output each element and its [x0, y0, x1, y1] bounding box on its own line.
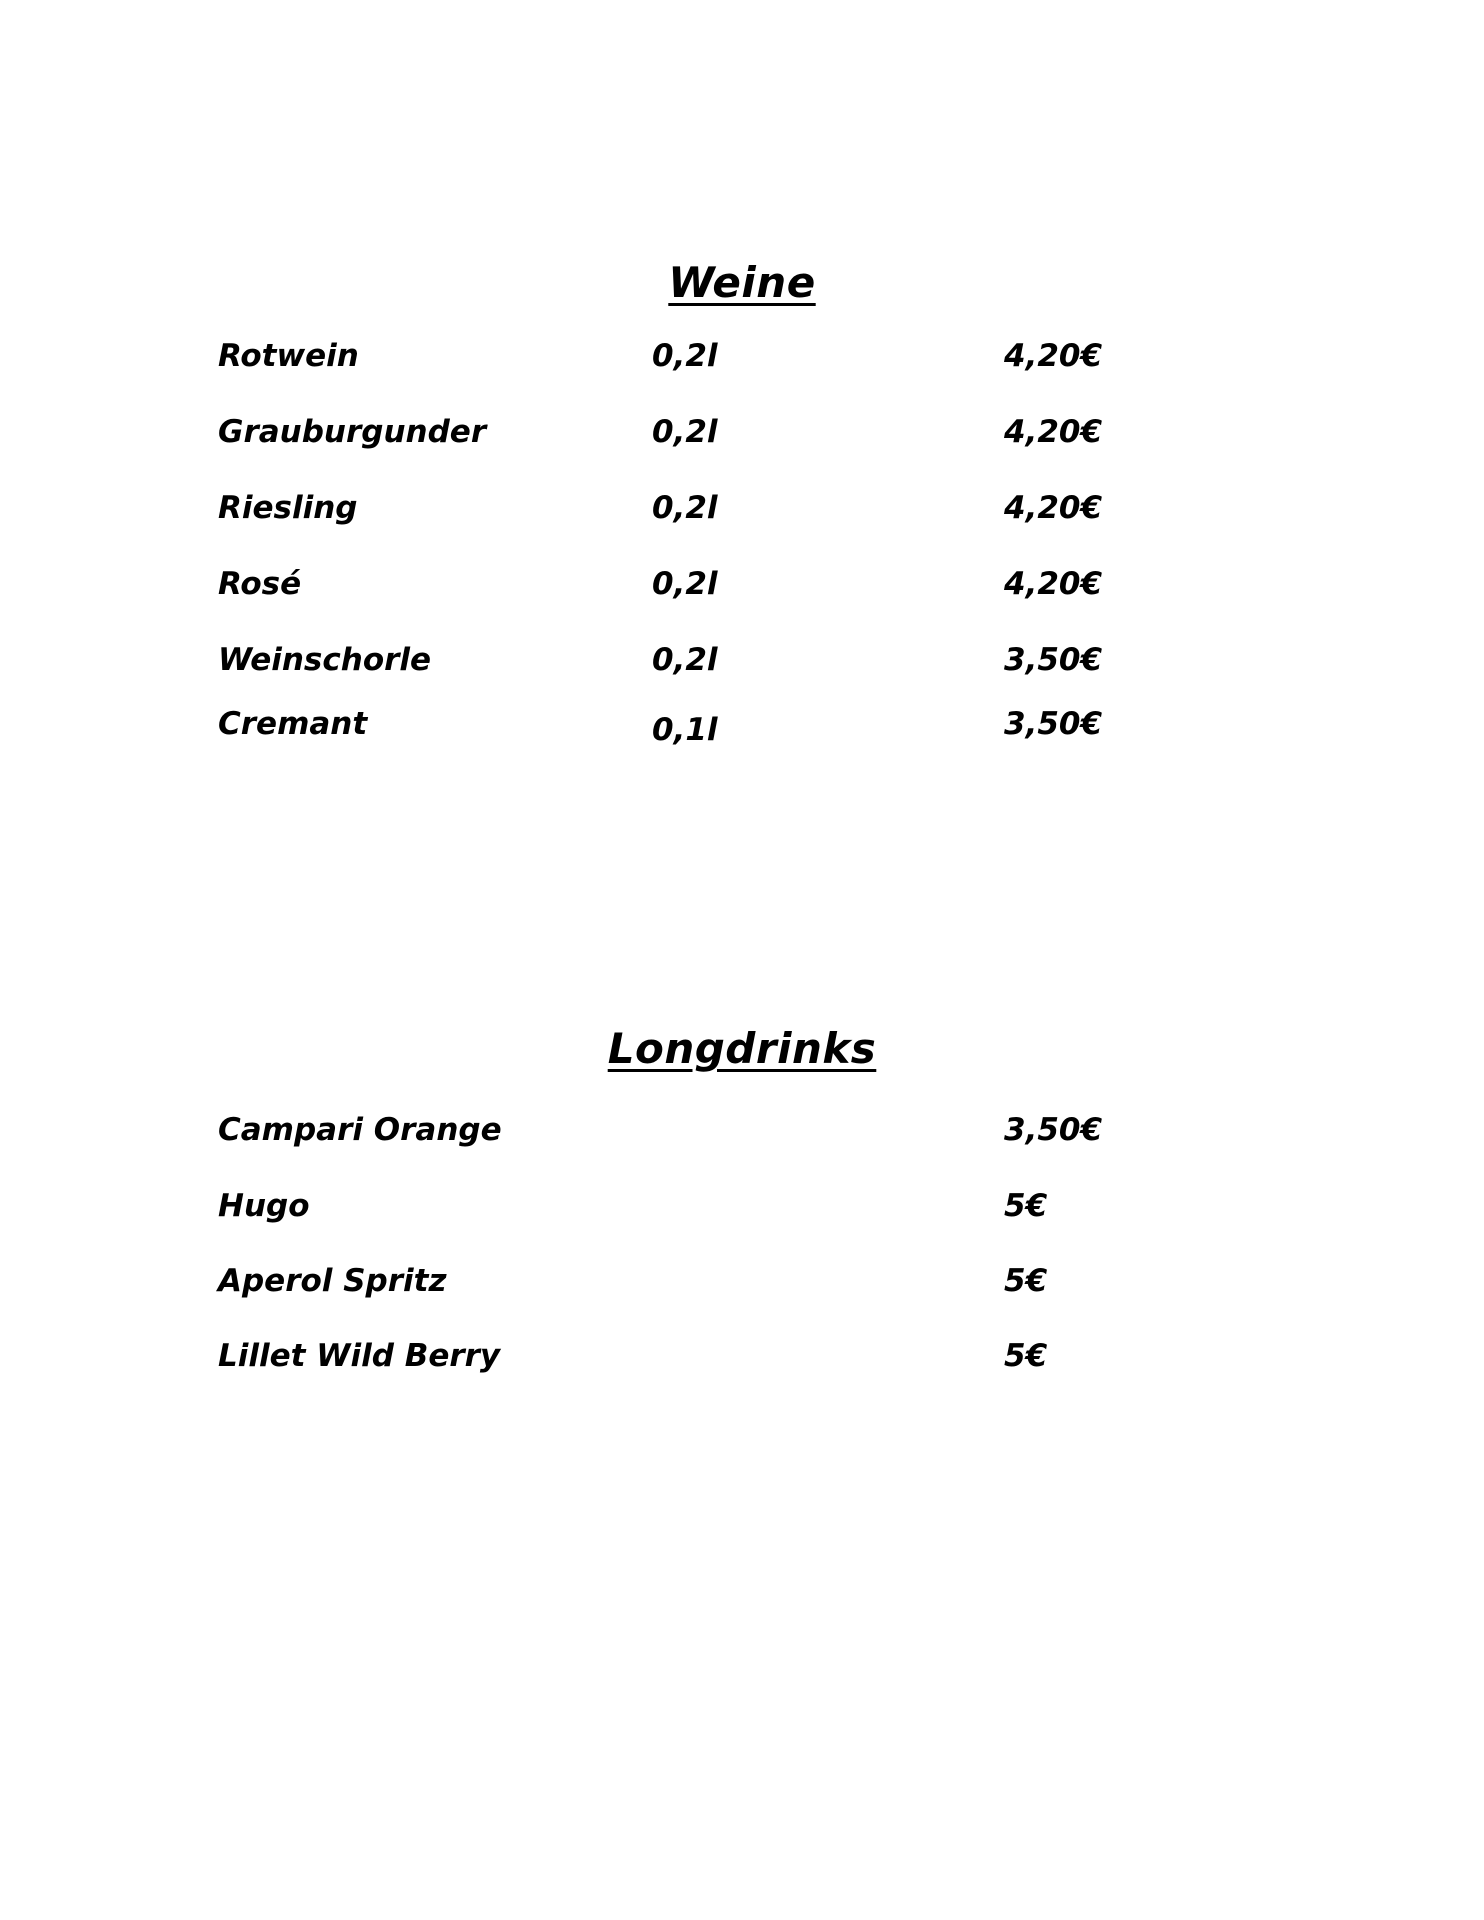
- item-price: 4,20€: [1004, 566, 1103, 602]
- item-price: 5€: [1004, 1263, 1048, 1299]
- item-size: 0,1l: [652, 712, 718, 748]
- item-name: Aperol Spritz: [218, 1263, 447, 1299]
- menu-row: [0, 1184, 1484, 1228]
- menu-row: [0, 1259, 1484, 1303]
- menu-row: [0, 1334, 1484, 1378]
- item-name: Campari Orange: [218, 1112, 502, 1148]
- item-price: 3,50€: [1004, 642, 1103, 678]
- item-price: 5€: [1004, 1188, 1048, 1224]
- item-name: Lillet Wild Berry: [218, 1338, 501, 1374]
- item-size: 0,2l: [652, 566, 718, 602]
- item-size: 0,2l: [652, 642, 718, 678]
- section-title-longdrinks: Longdrinks: [607, 1024, 877, 1073]
- item-name: Rosé: [218, 566, 302, 602]
- item-price: 4,20€: [1004, 338, 1103, 374]
- item-price: 3,50€: [1004, 1112, 1103, 1148]
- item-name: Weinschorle: [218, 642, 432, 678]
- section-title-weine: Weine: [668, 258, 816, 307]
- menu-row: [0, 638, 1484, 682]
- item-price: 3,50€: [1004, 706, 1103, 742]
- item-name: Cremant: [218, 706, 368, 742]
- item-price: 5€: [1004, 1338, 1048, 1374]
- menu-row: [0, 1108, 1484, 1152]
- item-price: 4,20€: [1004, 490, 1103, 526]
- item-size: 0,2l: [652, 414, 718, 450]
- item-name: Hugo: [218, 1188, 310, 1224]
- item-price: 4,20€: [1004, 414, 1103, 450]
- menu-row: [0, 486, 1484, 530]
- item-name: Riesling: [218, 490, 358, 526]
- item-size: 0,2l: [652, 338, 718, 374]
- item-name: Grauburgunder: [218, 414, 487, 450]
- menu-row: [0, 410, 1484, 454]
- item-size: 0,2l: [652, 490, 718, 526]
- item-name: Rotwein: [218, 338, 359, 374]
- menu-row: [0, 702, 1484, 746]
- menu-row: [0, 562, 1484, 606]
- menu-row: [0, 334, 1484, 378]
